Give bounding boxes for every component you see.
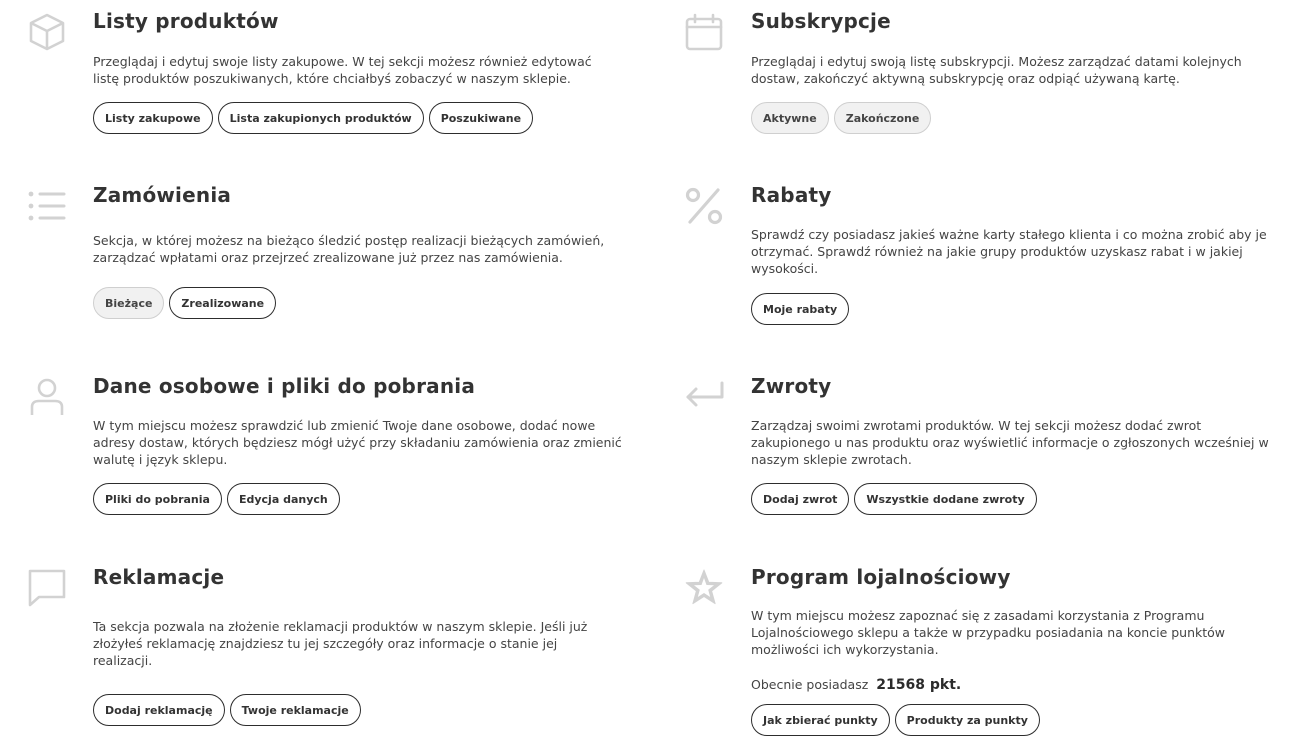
chat-bubble-icon [27, 568, 67, 608]
star-icon [684, 568, 724, 608]
edit-data-button[interactable]: Edycja danych [227, 483, 340, 515]
description-line: możliwości ich wykorzystania. [751, 642, 939, 657]
how-to-collect-points-button[interactable]: Jak zbierać punkty [751, 704, 890, 736]
section-description [751, 226, 1291, 277]
section-title: Rabaty [751, 183, 832, 207]
add-return-button[interactable]: Dodaj zwrot [751, 483, 849, 515]
my-discounts-button[interactable]: Moje rabaty [751, 293, 849, 325]
ended-subscriptions-button[interactable]: Zakończone [834, 102, 932, 134]
description-line: Przeglądaj i edytuj swoją listę subskrypcji. Możesz zarządzać datami kolejnych [751, 54, 1242, 69]
description-line: realizacji. [93, 653, 153, 668]
description-line: złożyłeś reklamację znajdziesz tu jej szczegóły oraz informacje o stanie jej [93, 636, 558, 651]
description-line: Sekcja, w której możesz na bieżąco śledzić postęp realizacji bieżących zamówień, [93, 233, 605, 248]
section-title: Listy produktów [93, 9, 279, 33]
description-line: W tym miejscu możesz sprawdzić lub zmienić Twoje dane osobowe, dodać nowe [93, 418, 596, 433]
description-line: adresy dostaw, których będziesz mógł użyć przy składaniu zamówienia oraz zmienić [93, 435, 622, 450]
section-title: Subskrypcje [751, 9, 891, 33]
section-description [751, 53, 1291, 87]
active-subscriptions-button[interactable]: Aktywne [751, 102, 829, 134]
section-description [751, 417, 1291, 468]
your-complaints-button[interactable]: Twoje reklamacje [230, 694, 361, 726]
section-title: Program lojalnościowy [751, 565, 1011, 589]
list-icon [27, 186, 67, 226]
return-arrow-icon [684, 377, 724, 417]
button-row [751, 102, 931, 134]
description-line: W tym miejscu możesz zapoznać się z zasadami korzystania z Programu [751, 608, 1205, 623]
section-description [93, 232, 653, 266]
wanted-products-button[interactable]: Poszukiwane [429, 102, 533, 134]
description-line: naszym sklepie zwrotach. [751, 452, 912, 467]
description-line: Sprawdź czy posiadasz jakieś ważne karty stałego klienta i co można zrobić aby je [751, 227, 1267, 242]
button-row [751, 293, 849, 325]
button-row [93, 287, 276, 319]
description-line: Zarządzaj swoimi zwrotami produktów. W tej sekcji możesz dodać zwrot [751, 418, 1202, 433]
user-icon [27, 377, 67, 417]
description-line: wysokości. [751, 261, 819, 276]
purchased-products-list-button[interactable]: Lista zakupionych produktów [218, 102, 424, 134]
description-line: otrzymać. Sprawdź również na jakie grupy produktów uzyskasz rabat i w jakiej [751, 244, 1243, 259]
points-balance [751, 677, 961, 693]
products-for-points-button[interactable]: Produkty za punkty [895, 704, 1040, 736]
description-line: Przeglądaj i edytuj swoje listy zakupowe. W tej sekcji możesz również edytować [93, 54, 592, 69]
description-line: dostaw, zakończyć aktywną subskrypcję oraz odpiąć używaną kartę. [751, 71, 1180, 86]
section-title: Zwroty [751, 374, 832, 398]
percent-icon [684, 186, 724, 226]
button-row [751, 704, 1040, 736]
section-description [93, 53, 653, 87]
add-complaint-button[interactable]: Dodaj reklamację [93, 694, 225, 726]
section-title: Dane osobowe i pliki do pobrania [93, 374, 476, 398]
description-line: Lojalnościowego sklepu a także w przypadku posiadania na koncie punktów [751, 625, 1226, 640]
completed-orders-button[interactable]: Zrealizowane [169, 287, 276, 319]
downloads-button[interactable]: Pliki do pobrania [93, 483, 222, 515]
section-description [93, 618, 653, 669]
box-icon [27, 12, 67, 52]
calendar-icon [684, 12, 724, 52]
description-line: zakupionego u nas produktu oraz wyświetlić informacje o zgłoszonych wcześniej w [751, 435, 1269, 450]
button-row [751, 483, 1037, 515]
description-line: zarządzać wpłatami oraz przejrzeć zrealizowane już przez nas zamówienia. [93, 250, 563, 265]
all-returns-button[interactable]: Wszystkie dodane zwroty [854, 483, 1036, 515]
shopping-lists-button[interactable]: Listy zakupowe [93, 102, 213, 134]
points-value: 21568 pkt. [876, 677, 962, 693]
points-label: Obecnie posiadasz [751, 677, 869, 692]
description-line: Ta sekcja pozwala na złożenie reklamacji produktów w naszym sklepie. Jeśli już [93, 619, 588, 634]
section-description [93, 417, 653, 468]
section-description [751, 607, 1291, 658]
button-row [93, 694, 361, 726]
button-row [93, 483, 340, 515]
section-title: Zamówienia [93, 183, 232, 207]
current-orders-button[interactable]: Bieżące [93, 287, 164, 319]
section-title: Reklamacje [93, 565, 225, 589]
description-line: walutę i język sklepu. [93, 452, 228, 467]
button-row [93, 102, 533, 134]
description-line: listę produktów poszukiwanych, które chciałbyś zobaczyć w naszym sklepie. [93, 71, 571, 86]
